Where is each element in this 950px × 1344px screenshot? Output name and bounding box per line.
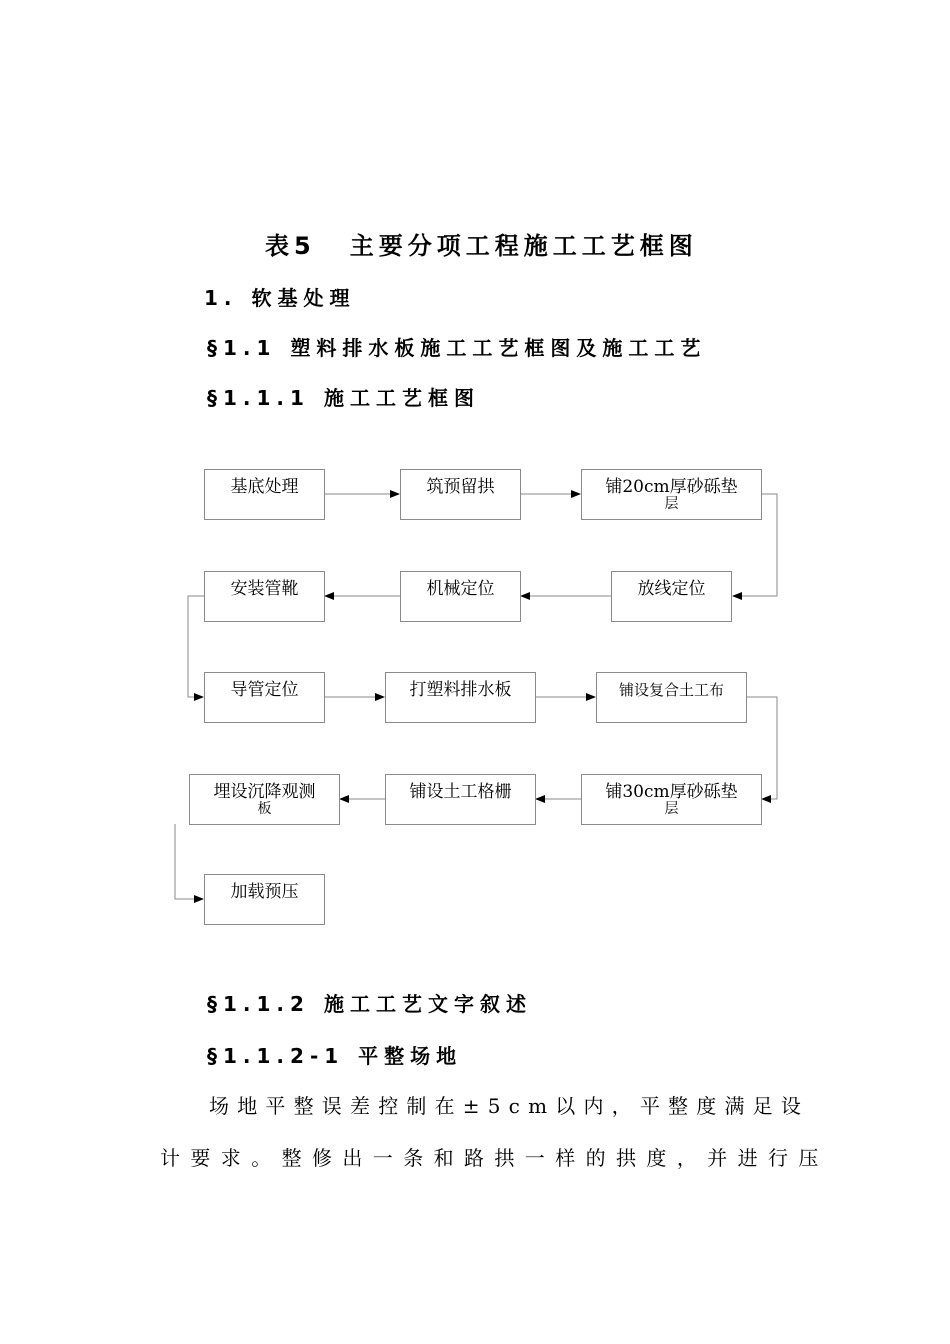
section-heading-1-1-2-1: [207, 1040, 462, 1069]
flow-step-machine-positioning: [400, 571, 521, 622]
section-text: 塑料排水板施工工艺框图及施工工艺: [290, 336, 707, 360]
body-text-line-1: 场地平整误差控制在±5cm以内，平整度满足设: [209, 1094, 810, 1118]
arrow-b6-b7: [188, 596, 204, 697]
step-label: 放线定位: [637, 579, 706, 599]
title-text: 主要分项工程施工工艺框图: [349, 232, 698, 260]
flow-step-camber: [400, 469, 521, 520]
flow-step-foundation-treatment: [204, 469, 325, 520]
arrow-b12-b13: [175, 824, 203, 899]
section-text: 施工工艺文字叙述: [323, 992, 532, 1016]
step-label: 铺30cm厚砂砾垫: [605, 782, 738, 802]
step-label: 打塑料排水板: [409, 680, 512, 700]
section-number: §1.1.1: [207, 386, 310, 410]
flow-step-lay-geotextile: [596, 672, 747, 723]
flow-step-lay-geogrid: [385, 774, 536, 825]
step-label-cont: 层: [664, 801, 679, 817]
step-label: 铺20cm厚砂砾垫: [605, 477, 738, 497]
section-number: 1.: [204, 286, 238, 310]
flow-step-layout-positioning: [611, 571, 732, 622]
table-number: 表5: [265, 232, 316, 260]
flow-step-30cm-gravel-layer: [581, 774, 762, 825]
step-label: 埋设沉降观测: [213, 782, 316, 802]
step-label: 机械定位: [426, 579, 495, 599]
step-label: 铺设复合土工布: [618, 681, 724, 699]
section-text: 施工工艺框图: [323, 386, 480, 410]
flow-step-settlement-plate: [189, 774, 340, 825]
section-heading-1-1-2: [207, 988, 532, 1017]
step-label: 铺设土工格栅: [409, 782, 512, 802]
body-text-line-2: 计要求。整修出一条和路拱一样的拱度，并进行压: [160, 1146, 829, 1170]
flow-step-20cm-gravel-layer: [581, 469, 762, 520]
step-label: 筑预留拱: [426, 477, 495, 497]
step-label: 导管定位: [230, 680, 299, 700]
step-label-cont: 层: [664, 496, 679, 512]
section-number: §1.1.2-1: [207, 1044, 345, 1068]
section-number: §1.1.2: [207, 992, 310, 1016]
flow-step-guide-pipe-positioning: [204, 672, 325, 723]
flow-step-install-pipe-shoe: [204, 571, 325, 622]
step-label: 安装管靴: [230, 579, 299, 599]
flow-step-drive-drain-board: [385, 672, 536, 723]
step-label: 基底处理: [230, 477, 299, 497]
section-text: 平整场地: [358, 1044, 463, 1068]
flow-step-surcharge-preload: [204, 874, 325, 925]
step-label-cont: 板: [257, 801, 272, 817]
section-number: §1.1: [207, 336, 277, 360]
step-label: 加载预压: [230, 882, 299, 902]
section-text: 软基处理: [251, 286, 356, 310]
